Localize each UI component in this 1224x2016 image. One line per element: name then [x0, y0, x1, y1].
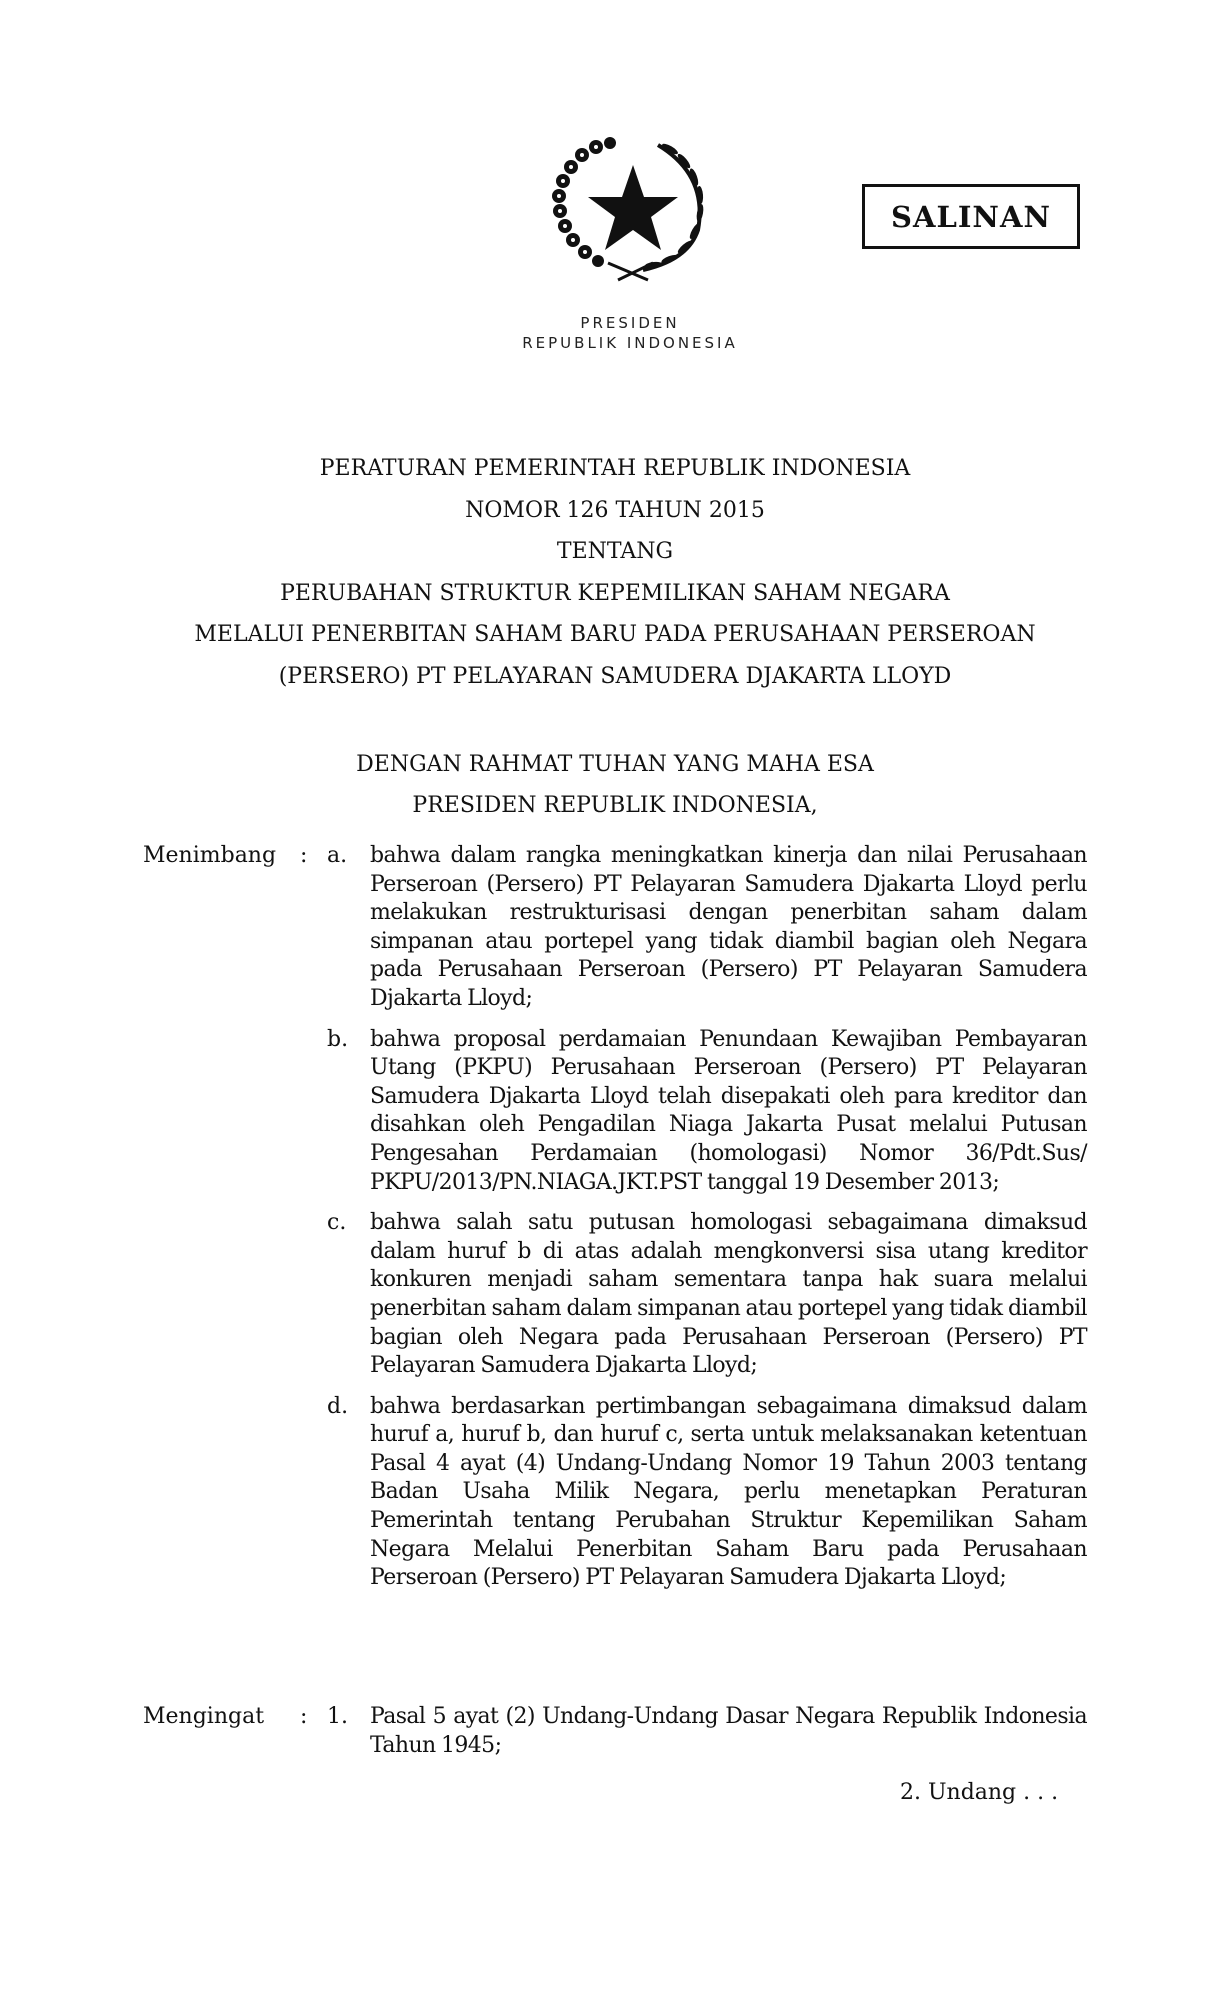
- title-line5: MELALUI PENERBITAN SAHAM BARU PADA PERUSAHAAN PERSEROAN: [194, 622, 1036, 647]
- item-text: bahwa salah satu putusan homologasi sebagaimana dimaksud dalam huruf b di atas adalah mengkonversi sisa utang kreditor konkuren menjadi saham sementara tanpa hak suara melalui penerbitan saham dalam simpanan atau portepel yang tidak diambil bagian oleh Negara pada Perusahaan Perseroan (Persero) PT Pelayaran Samudera Djakarta Lloyd;: [370, 1210, 1087, 1379]
- greeting-line2: PRESIDEN REPUBLIK INDONESIA,: [412, 793, 818, 818]
- menimbang-section: [143, 842, 1087, 1605]
- preamble-greeting: [140, 744, 1090, 826]
- mengingat-section: [143, 1703, 1087, 1772]
- item-text: bahwa berdasarkan pertimbangan sebagaimana dimaksud dalam huruf a, huruf b, dan huruf c, serta untuk melaksanakan ketentuan Pasal 4 ayat (4) Undang-Undang Nomor 19 Tahun 2003 tentang Badan Usaha Milik Negara, perlu menetapkan Peraturan Pemerintah tentang Perubahan Struktur Kepemilikan Saham Negara Melalui Penerbitan Saham Baru pada Perusahaan Perseroan (Persero) PT Pelayaran Samudera Djakarta Lloyd;: [370, 1393, 1087, 1591]
- title-line4: PERUBAHAN STRUKTUR KEPEMILIKAN SAHAM NEGARA: [280, 580, 950, 606]
- item-marker: 1.: [327, 1704, 348, 1729]
- item-marker: b.: [327, 1026, 349, 1052]
- greeting-line1: DENGAN RAHMAT TUHAN YANG MAHA ESA: [356, 752, 874, 777]
- emblem-caption-line1: PRESIDEN: [580, 314, 680, 332]
- mengingat-item-1: [143, 1703, 1087, 1760]
- title-line6: (PERSERO) PT PELAYARAN SAMUDERA DJAKARTA LLOYD: [278, 663, 952, 689]
- menimbang-item-d: [143, 1393, 1087, 1593]
- menimbang-item-c: [143, 1209, 1087, 1381]
- title-line3: TENTANG: [556, 539, 674, 564]
- salinan-stamp: SALINAN: [862, 184, 1080, 249]
- emblem-caption-line2: REPUBLIK INDONESIA: [522, 334, 738, 352]
- presidential-star-emblem-icon: [548, 135, 718, 285]
- menimbang-item-a: [143, 842, 1087, 1014]
- menimbang-item-b: [143, 1026, 1087, 1198]
- regulation-title: [140, 448, 1090, 697]
- section-label: Mengingat: [143, 1704, 265, 1729]
- item-marker: d.: [327, 1393, 349, 1419]
- section-colon: :: [300, 1704, 308, 1729]
- page-continuation: 2. Undang . . .: [900, 1780, 1059, 1805]
- item-marker: c.: [327, 1210, 347, 1236]
- emblem-caption: [480, 313, 780, 353]
- item-text: bahwa dalam rangka meningkatkan kinerja dan nilai Perusahaan Perseroan (Persero) PT Pelayaran Samudera Djakarta Lloyd perlu melakukan restrukturisasi dengan penerbitan saham dalam simpanan atau portepel yang tidak diambil bagian oleh Negara pada Perusahaan Perseroan (Persero) PT Pelayaran Samudera Djakarta Lloyd;: [370, 843, 1087, 1011]
- section-colon: :: [300, 843, 308, 868]
- title-line2: NOMOR 126 TAHUN 2015: [465, 497, 765, 523]
- section-label: Menimbang: [143, 843, 277, 868]
- item-text: bahwa proposal perdamaian Penundaan Kewajiban Pembayaran Utang (PKPU) Perusahaan Perseroan (Persero) PT Pelayaran Samudera Djakarta Lloyd telah disepakati oleh para kreditor dan disahkan oleh Pengadilan Niaga Jakarta Pusat melalui Putusan Pengesahan Perdamaian (homologasi) Nomor 36/Pdt.Sus/ PKPU/2013/PN.NIAGA.JKT.PST tanggal 19 Desember 2013;: [370, 1026, 1087, 1195]
- item-marker: a.: [327, 843, 348, 868]
- item-text: Pasal 5 ayat (2) Undang-Undang Dasar Negara Republik Indonesia Tahun 1945;: [370, 1704, 1087, 1758]
- title-line1: PERATURAN PEMERINTAH REPUBLIK INDONESIA: [319, 456, 911, 481]
